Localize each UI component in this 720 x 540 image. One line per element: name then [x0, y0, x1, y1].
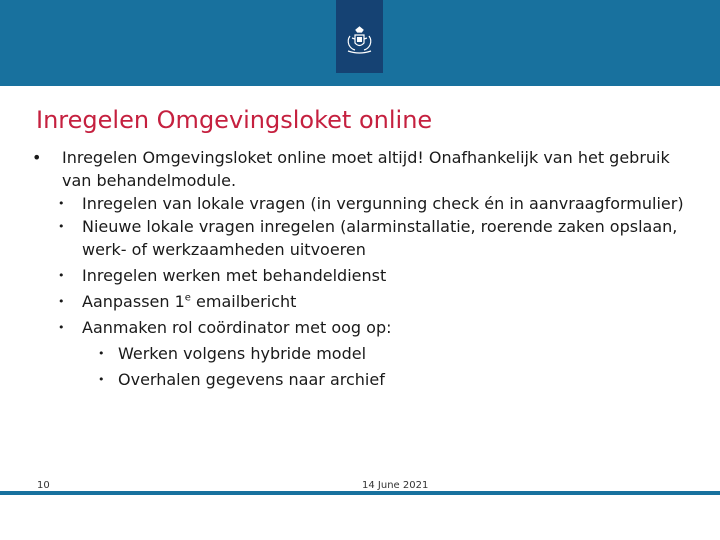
bullet-icon: •	[58, 321, 65, 334]
list-item	[32, 368, 692, 392]
list-item	[32, 290, 692, 314]
bullet-icon: •	[98, 373, 105, 386]
header-band	[0, 0, 720, 86]
bullet-icon: •	[32, 148, 42, 167]
slide-title: Inregelen Omgevingsloket online	[36, 106, 433, 134]
superscript: e	[184, 292, 191, 304]
list-item-text: Inregelen werken met behandeldienst	[82, 266, 387, 285]
list-item-text: Aanmaken rol coördinator met oog op:	[82, 318, 392, 337]
list-item-text-after: emailbericht	[190, 292, 297, 311]
footer-rule	[0, 491, 720, 495]
list-item-text-before: Aanpassen 1	[82, 292, 185, 311]
bullet-icon: •	[58, 220, 65, 233]
bullet-icon: •	[58, 295, 65, 308]
bullet-icon: •	[58, 269, 65, 282]
footer-date: 14 June 2021	[362, 480, 429, 491]
page-number: 10	[37, 480, 50, 491]
list-item-text: Overhalen gegevens naar archief	[118, 370, 385, 389]
list-item	[32, 192, 692, 215]
slide-content	[32, 146, 692, 392]
list-item	[32, 264, 692, 288]
bullet-list	[32, 146, 692, 392]
list-item-text: Inregelen Omgevingsloket online moet altijd! Onafhankelijk van het gebruik van behandelmodule.	[62, 148, 670, 190]
list-item-text: Werken volgens hybride model	[118, 344, 367, 363]
list-item-text: Nieuwe lokale vragen inregelen (alarminstallatie, roerende zaken opslaan, werk- of werkzaamheden uitvoeren	[82, 217, 678, 259]
list-item	[32, 215, 692, 261]
bullet-icon: •	[98, 347, 105, 360]
bullet-icon: •	[58, 197, 65, 210]
list-item	[32, 316, 692, 340]
list-item-text: Inregelen van lokale vragen (in vergunning check én in aanvraagformulier)	[82, 194, 684, 213]
list-item	[32, 342, 692, 366]
coat-of-arms-icon	[344, 26, 375, 54]
list-item	[32, 146, 692, 192]
logo-stripe	[336, 0, 383, 73]
